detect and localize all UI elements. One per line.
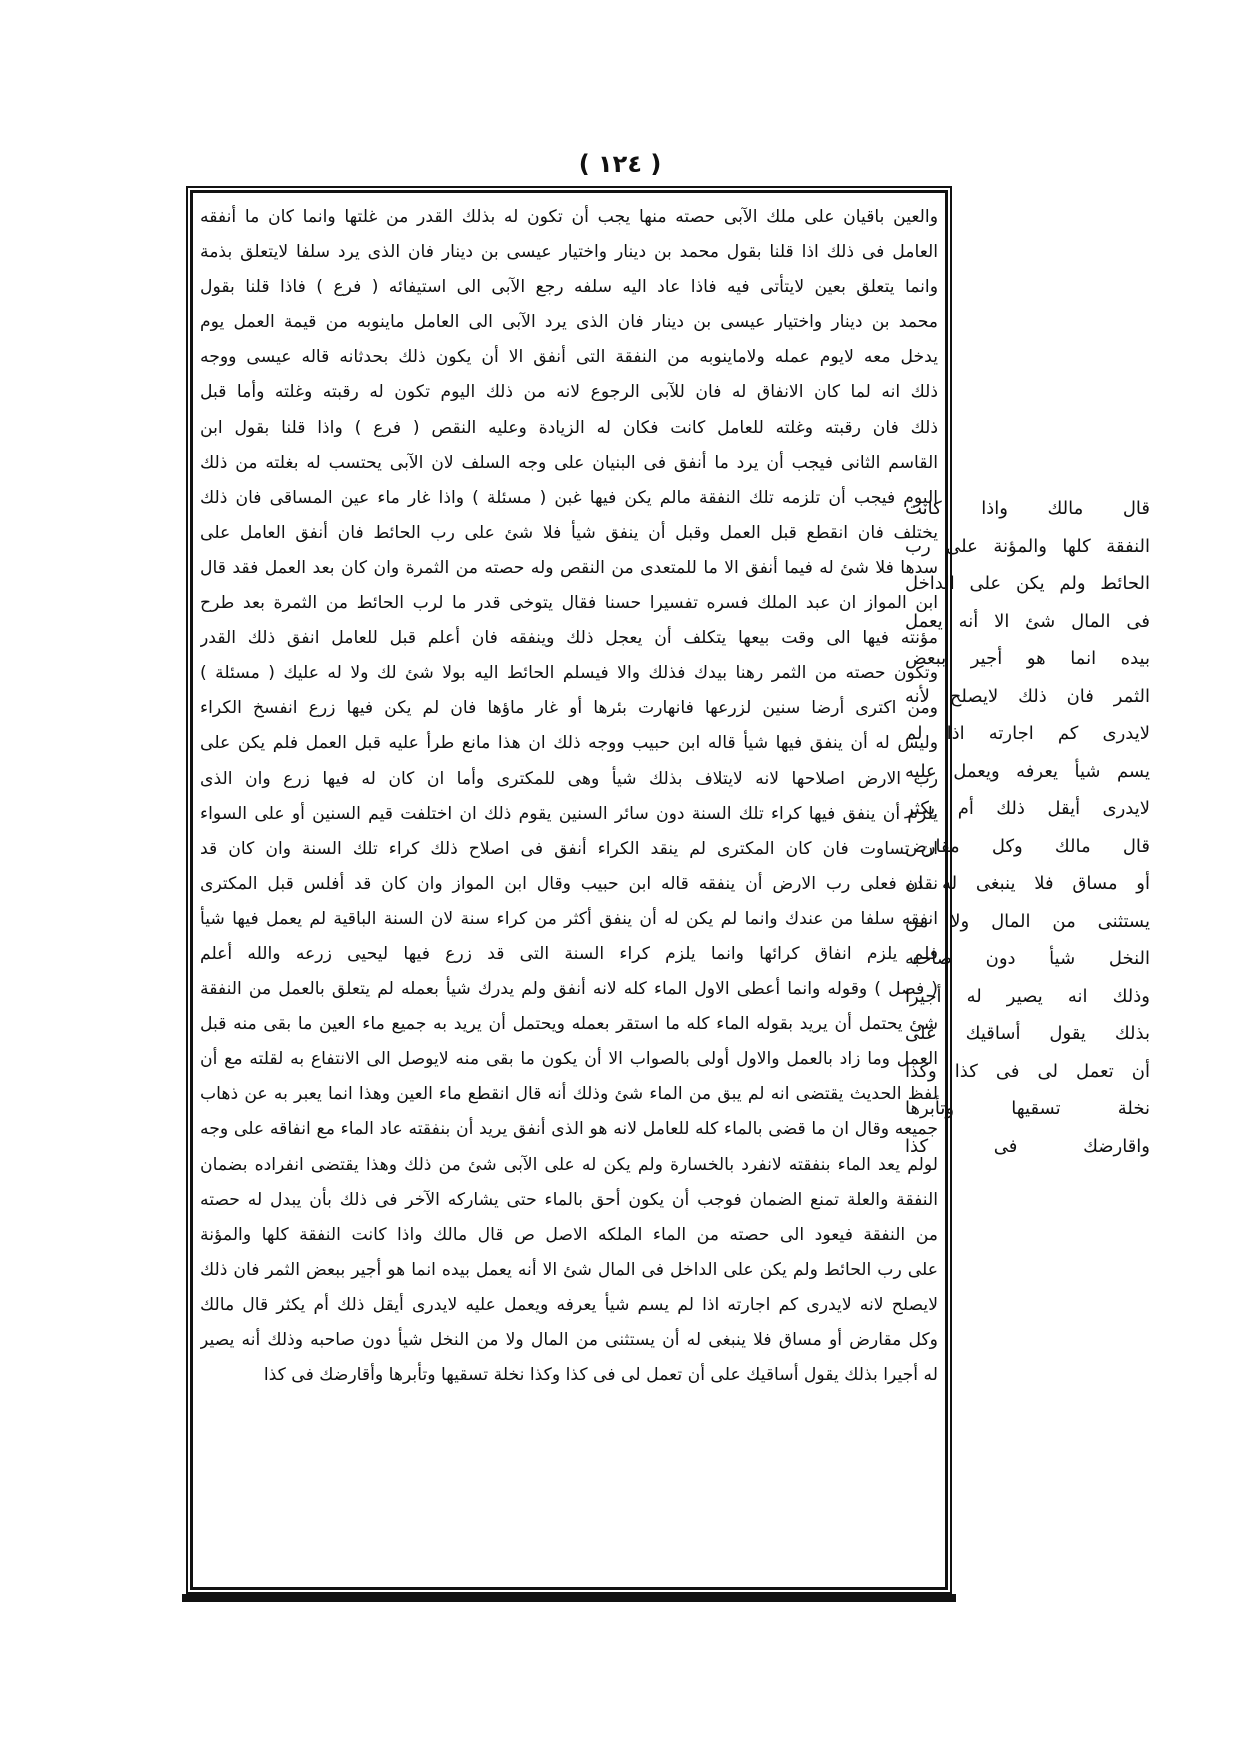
page-number: ( ١٢٤ ) xyxy=(578,150,662,178)
text-line: اليوم فيجب أن تلزمه تلك النفقة مالم يكن فيها غبن ( مسئلة ) واذا غار ماء عين المساقى فان ذلك xyxy=(200,487,938,508)
margin-note-line: قال مالك وكل مقارض xyxy=(905,835,1150,857)
text-line: ( فصل ) وقوله وانما أعطى الاول الماء كله لانه أنفق ولم يدرك شيأ بعمله لم يتعلق بالعمل من النفقة xyxy=(200,979,938,1000)
text-line: مؤنته فيها الى وقت بيعها يتكلف أن يعجل ذلك وينفقه فان أعلم قبل للعامل انفق ذلك القدر xyxy=(200,628,938,649)
text-line: وكل مقارض أو مساق فلا ينبغى له أن يستثنى من المال ولا من النخل شيأ دون صاحبه وذلك أنه يصير xyxy=(200,1330,938,1350)
margin-note-line: بيده انما هو أجير ببعض xyxy=(905,648,1150,669)
text-line: جميعه وقال ان ما قضى بالماء كله للعامل لانه هو الذى أنفق يريد أن بنفقته عاد الماء مع انفاقه على وجه xyxy=(200,1119,938,1140)
text-line: انفقه سلفا من عندك وانما لم يكن له أن ينفق أكثر من كراء سنة لان السنة الباقية لم يعمل فيها شيأ xyxy=(200,908,938,929)
frame-bottom-rule xyxy=(182,1594,956,1602)
text-line: لايصلح لانه لايدرى كم اجارته اذا لم يسم شيأ يعرفه ويعمل عليه لايدرى أيقل ذلك أم يكثر قال مالك xyxy=(200,1294,938,1315)
text-line: ومن اكترى أرضا سنين لزرعها فانهارت بئرها أو غار ماؤها فان لم يكن فيها زرع انفسخ الكراء xyxy=(200,698,938,719)
text-line: لولم يعد الماء بنفقته لانفرد بالخسارة ولم يكن له على الآبى شئ من ذلك وهذا يقتضى انفراده بضمان xyxy=(200,1154,938,1175)
margin-note-line: لايدرى أيقل ذلك أم يكثر xyxy=(905,798,1150,819)
text-line: وتكون حصته من الثمر رهنا بيدك فذلك والا فيسلم الحائط اليه بولا شئ لك ولا له عليك ( مسئلة ) xyxy=(200,663,938,684)
text-line: والعين باقيان على ملك الآبى حصته منها يجب أن تكون له بذلك القدر من غلتها وانما كان ما أنفقه xyxy=(200,207,938,227)
text-line: لفظ الحديث يقتضى انه لم يبق من الماء شئ وذلك أنه قال انقطع ماء العين وهذا انما يعبر به عن ذهاب xyxy=(200,1084,938,1105)
text-line: يختلف فان انقطع قبل العمل وقبل أن ينفق شيأ فلا شئ على رب الحائط فان أنفق العامل على xyxy=(200,522,938,543)
margin-note xyxy=(905,490,1150,1165)
text-line: ابن المواز ان عبد الملك فسره تفسيرا حسنا فقال يتوخى قدر ما لرب الحائط من الثمرة بعد طرح xyxy=(200,593,938,614)
margin-note-line: النفقة كلها والمؤنة على رب xyxy=(905,535,1150,557)
text-line: العمل وما زاد بالعمل والاول أولى بالصواب الا أن يكون ما بقى منه لايوصل الى الانتفاع به لقلته مع أن xyxy=(200,1049,938,1070)
margin-note-line: واقارضك فى كذا xyxy=(905,1135,1150,1157)
text-line: وانما يتعلق بعين لايتأتى فيه فاذا عاد اليه سلفه رجع الآبى الى استيفائه ( فرع ) فاذا قلنا بقول xyxy=(200,277,938,298)
text-line: العامل فى ذلك اذا قلنا بقول محمد بن دينار واختيار عيسى بن دينار فان الذى يرد سلفا لايتعلق بذمة xyxy=(200,242,938,263)
text-line: يلزم أن ينفق فيها كراء تلك السنة دون سائر السنين يقوم ذلك ان اختلفت قيم السنين أو على السواء xyxy=(200,803,938,824)
margin-note-line: لايدرى كم اجارته اذا لم xyxy=(905,723,1150,744)
text-line: رب الارض اصلاحها لانه لايتلاف بذلك شيأ وهى للمكترى وأما ان كان له فيها زرع وان الذى xyxy=(200,768,938,789)
text-line: فلم يلزم انفاق كرائها وانما يلزم كراء السنة التى قد زرع فيها ليحيى زرعه والله أعلم xyxy=(200,943,938,964)
text-line: نقده فعلى رب الارض أن ينفقه قاله ابن حبيب وقال ابن المواز وان كان قد أفلس قبل المكترى xyxy=(200,873,938,894)
text-line: وليس له أن ينفق فيها شيأ قاله ابن حبيب ووجه ذلك ان هذا مانع طرأ عليه قبل العمل فلم يكن على xyxy=(200,733,938,754)
margin-note-line: الحائط ولم يكن على الداخل xyxy=(905,573,1150,594)
margin-note-line: يسم شيأ يعرفه ويعمل عليه xyxy=(905,760,1150,782)
margin-note-line: أن تعمل لى فى كذا وكذا xyxy=(905,1060,1150,1082)
margin-note-line: نخلة تسقيها وتأبرها xyxy=(905,1098,1150,1119)
text-line: القاسم الثانى فيجب أن يرد ما أنفق فى البنيان على وجه السلف لان الآبى يحتسب له بغلته من ذلك xyxy=(200,452,938,473)
text-line: له أجيرا بذلك يقول أساقيك على أن تعمل لى فى كذا وكذا نخلة تسقيها وتأبرها وأقارضك فى كذا xyxy=(263,1365,938,1386)
text-line: ان تساوت فان كان المكترى لم ينقد الكراء أنفق فى اصلاح ذلك كراء تلك السنة وان كان قد xyxy=(200,838,938,859)
text-line: محمد بن دينار واختيار عيسى بن دينار فان الذى يرد الآبى الى العامل ماينوبه من قيمة العمل يوم xyxy=(200,312,938,333)
text-line: سدها فلا شئ له فيما أنفق الا ما للمتعدى من النقص وله حصته من الثمرة وان كان بعد العمل فقد قال xyxy=(200,557,938,578)
text-line: النفقة والعلة تمنع الضمان فوجب أن يكون أحق بالماء حتى يشاركه الآخر فى ذلك بأن يبدل له حصته xyxy=(200,1189,938,1210)
margin-note-line: بذلك يقول أساقيك على xyxy=(905,1023,1150,1044)
margin-note-line: أو مساق فلا ينبغى له ان xyxy=(905,873,1150,894)
margin-note-line: فى المال شئ الا أنه يعمل xyxy=(905,610,1150,632)
margin-note-line: النخل شيأ دون صاحبه xyxy=(905,948,1150,969)
text-line: على رب الحائط ولم يكن على الداخل فى المال شئ الا أنه يعمل بيده انما هو أجير ببعض الثمر فان ذلك xyxy=(200,1259,938,1280)
text-line: ذلك انه لما كان الانفاق له فان للآبى الرجوع لانه من ذلك اليوم تكون له رقبته وغلته وأما قبل xyxy=(200,382,938,403)
text-line: شئ يحتمل أن يريد بقوله الماء كله ما استقر بعمله ويحتمل أن يريد به جميع ماء العين ما بقى منه قبل xyxy=(200,1014,938,1035)
text-line: ذلك فان رقبته وغلته للعامل كانت فكان له الزيادة وعليه النقص ( فرع ) واذا قلنا بقول ابن xyxy=(200,417,938,438)
margin-note-line: الثمر فان ذلك لايصلح لأنه xyxy=(905,685,1150,707)
margin-note-line: وذلك انه يصير له أجيرا xyxy=(905,985,1150,1007)
main-text-block xyxy=(200,200,938,1582)
text-line: يدخل معه لايوم عمله ولاماينوبه من النفقة التى أنفق الا أن يكون ذلك بحدثانه قاله عيسى ووجه xyxy=(200,347,938,368)
margin-note-line: قال مالك واذا كانت xyxy=(905,498,1150,519)
margin-note-line: يستثنى من المال ولا من xyxy=(905,910,1150,932)
text-line: من النفقة فيعود الى حصته من الماء الملكه الاصل ص قال مالك واذا كانت النفقة كلها والمؤنة xyxy=(200,1224,938,1245)
